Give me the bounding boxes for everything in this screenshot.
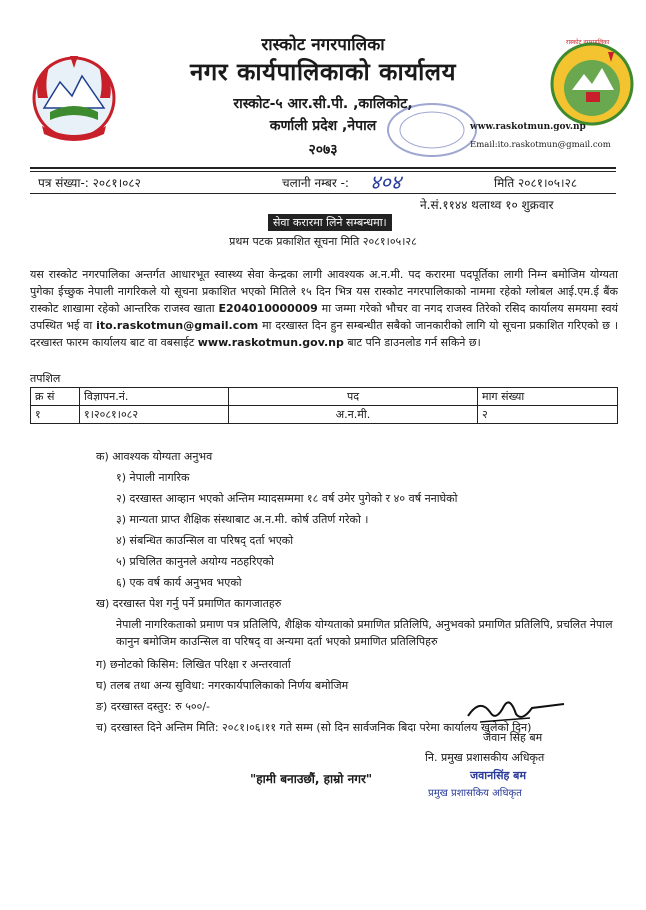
signature-icon bbox=[460, 692, 570, 728]
list-item: ३) मान्यता प्राप्त शैक्षिक संस्थाबाट अ.न.मी. कोर्ष उतिर्ण गरेको । bbox=[116, 513, 369, 526]
address-line-2: कर्णाली प्रदेश ,नेपाल bbox=[269, 118, 377, 134]
vacancy-table bbox=[30, 387, 618, 424]
header-ad-no: विज्ञापन.नं. bbox=[80, 388, 229, 406]
cell-ad-no: १।२०८१।०८२ bbox=[80, 406, 229, 424]
stamp-name: जवानसिंह बम bbox=[470, 769, 527, 782]
cell-sn: १ bbox=[31, 406, 80, 424]
first-published-date: प्रथम पटक प्रकाशित सूचना मिति २०८१।०५।२८ bbox=[229, 235, 417, 248]
list-item: ङ) दरखास्त दस्तुर: रु ५००/- bbox=[96, 700, 211, 713]
header-divider-thin bbox=[30, 171, 616, 172]
dispatch-label: चलानी नम्बर -: bbox=[282, 176, 349, 190]
table-header-row bbox=[31, 388, 618, 406]
nepal-samvat-date: ने.सं.११४४ थलाथ्व १० शुक्रवार bbox=[420, 198, 554, 212]
list-item: ४) संबन्धित काउन्सिल वा परिषद् दर्ता भएको bbox=[116, 534, 294, 547]
established-year: २०७३ bbox=[308, 142, 338, 158]
letter-number: पत्र संख्या-: २०८१।०८२ bbox=[38, 176, 141, 190]
bank-account-number: E204010000009 bbox=[218, 302, 318, 315]
dispatch-number: ४०४ bbox=[370, 170, 402, 194]
contact-email: ito.raskotmun@gmail.com bbox=[96, 319, 259, 332]
subject-heading: सेवा करारमा लिने सम्बन्धमा। bbox=[268, 214, 392, 231]
list-item: ५) प्रचिलित कानुनले अयोग्य नठहरिएको bbox=[116, 555, 274, 568]
documents-text: नेपाली नागरिकताको प्रमाण पत्र प्रतिलिपि, शैक्षिक योग्यताको प्रमाणित प्रतिलिपि, अनुभवको प्रमाणित प्रतिलिपि, प्रचलित नेपाल कानुन बमोजिम काउन्सिल वा परिषद् वा अन्यमा दर्ता भएको प्रमाणित प्रतिलिपिहरु bbox=[116, 618, 613, 648]
ref-divider bbox=[30, 193, 616, 194]
website-text: www.raskotmun.gov.np bbox=[470, 122, 586, 132]
qualifications-title: क) आवश्यक योग्यता अनुभव bbox=[96, 450, 213, 463]
notice-paragraph: यस रास्कोट नगरपालिका अन्तर्गत आधारभूत स्वास्थ्य सेवा केन्द्रका लागी आवश्यक अ.न.मी. पद करारमा पदपूर्तिका लागी निम्न बमोजिम योग्यता पुगेका ईच्छुक नेपाली नागरिकले यो सूचना प्रकाशित भएको मितिले १५ दिन भित्र यस रास्कोट नगरपालिकाको नाममा रहेको ग्लोबल आई.एम.ई बैंक रास्कोट शाखामा रहेको आन्तरिक राजस्व खाता E204010000009 मा जम्मा गरेको भौचर वा नगद राजस्व तिरेको रसिद कार्यालय समयमा स्वयं उपस्थित भई वा ito.raskotmun@gmail.com मा दरखास्त दिन हुन सम्बन्धीत सबैको जानकारीको लागि यो सूचना प्रकाशित गरिएको छ । दरखास्त फारम कार्यालय बाट वा वबसाईट www.raskotmun.gov.np बाट पनि डाउनलोड गर्न सकिने छ। bbox=[30, 268, 619, 349]
office-name: रास्कोट नगरपालिका bbox=[261, 35, 385, 55]
email-text: Email:ito.raskotmun@gmail.com bbox=[470, 140, 611, 150]
list-item: २) दरखास्त आव्हान भएको अन्तिम म्यादसम्ममा १८ वर्ष उमेर पुगेको र ४० वर्ष ननाघेको bbox=[116, 492, 458, 505]
main-title: नगर कार्यपालिकाको कार्यालय bbox=[189, 58, 457, 86]
cell-post: अ.न.मी. bbox=[229, 406, 478, 424]
cell-demand: २ bbox=[478, 406, 618, 424]
signatory-title: नि. प्रमुख प्रशासकीय अधिकृत bbox=[425, 751, 545, 764]
slogan: "हामी बनाउछौं, हाम्रो नगर" bbox=[250, 772, 373, 786]
list-item: च) दरखास्त दिने अन्तिम मिति: २०८१।०६।११ गते सम्म (सो दिन सार्वजनिक बिदा परेमा कार्यालय खुलेको दिन) bbox=[96, 721, 532, 734]
list-item: १) नेपाली नागरिक bbox=[116, 471, 190, 484]
header-sn: क्र सं bbox=[31, 388, 80, 406]
list-item: ६) एक वर्ष कार्य अनुभव भएको bbox=[116, 576, 242, 589]
details-label: तपशिल bbox=[30, 372, 61, 385]
header-demand: माग संख्या bbox=[478, 388, 618, 406]
table-row bbox=[31, 406, 618, 424]
header-divider bbox=[30, 167, 616, 169]
letter-date: मिति २०८१।०५।२८ bbox=[494, 176, 578, 190]
signatory-name: जवान सिंह बम bbox=[483, 731, 543, 744]
list-item: घ) तलब तथा अन्य सुविधा: नगरकार्यपालिकाको निर्णय बमोजिम bbox=[96, 679, 349, 692]
header-post: पद bbox=[229, 388, 478, 406]
address-line-1: रास्कोट-५ आर.सी.पी. ,कालिकोट, bbox=[233, 96, 413, 112]
website-link: www.raskotmun.gov.np bbox=[197, 336, 344, 349]
documents-title: ख) दरखास्त पेश गर्नु पर्ने प्रमाणित कागजातहरु bbox=[96, 597, 282, 610]
logo-arc-text: रास्कोट नगरपालिका bbox=[566, 39, 610, 46]
list-item: ग) छनोटको किसिम: लिखित परिक्षा र अन्तरवार्ता bbox=[96, 658, 291, 671]
office-stamp-icon bbox=[384, 100, 480, 160]
stamp-title: प्रमुख प्रशासकिय अधिकृत bbox=[428, 788, 522, 799]
